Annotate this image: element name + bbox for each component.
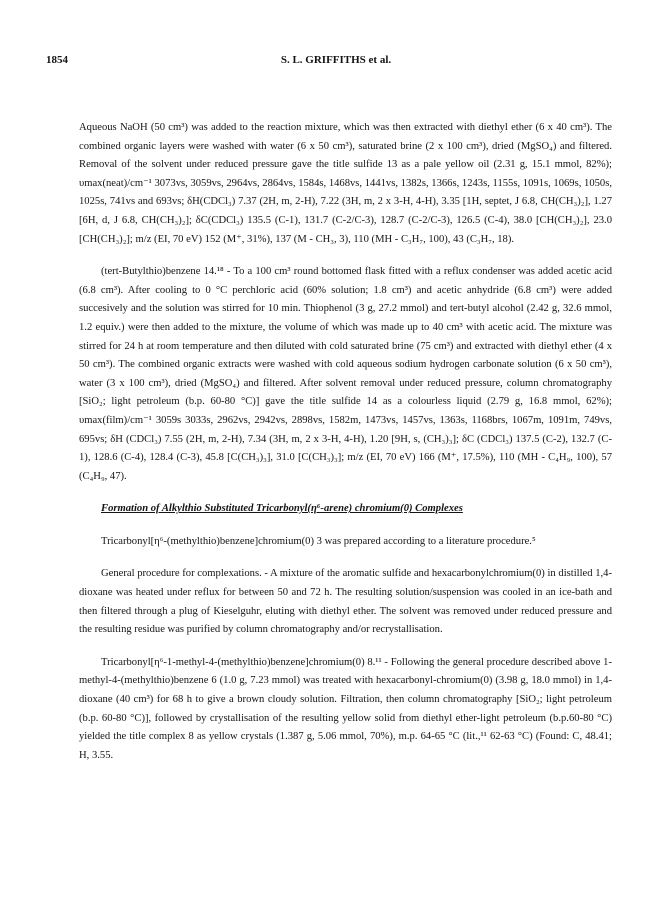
page-number: 1854 <box>46 54 68 66</box>
paragraph-tert-butylthio-benzene: (tert-Butylthio)benzene 14.¹⁸ - To a 100 cm³ round bottomed flask fitted with a reflux condenser was added acetic acid (6.8 cm³). After cooling to 0 °C perchloric acid (60% solution; 1.8 cm³) and acetic anhydride (6.8 cm³) were added succesively and the solution was stirred for 10 min. Thiophenol (3 g, 27.2 mmol) and tert-butyl alcohol (2.42 g, 32.6 mmol, 1.2 equiv.) were then added to the mixture, the volume of which was made up to 40 cm³ with acetic acid. The mixture was stirred for 24 h at room temperature and then diluted with cold saturated brine (75 cm³) and extracted with diethyl ether (4 x 50 cm³). The combined organic extracts were washed with cold aqueous sodium hydrogen carbonate solution (6 x 50 cm³), water (3 x 100 cm³), dried (MgSO₄) and filtered. After solvent removal under reduced pressure, column chromatography [SiO₂; light petroleum (b.p. 60-80 °C)] gave the title sulfide 14 as a colourless liquid (2.79 g, 16.8 mmol, 62%); υmax(film)/cm⁻¹ 3059s 3033s, 2962vs, 2942vs, 2898vs, 1582m, 1473vs, 1457vs, 1363s, 1168brs, 1067m, 1091m, 749vs, 695vs; δH (CDCl₃) 7.55 (2H, m, 2-H), 7.34 (3H, m, 2 x 3-H, 4-H), 1.20 [9H, s, (CH₃)₃]; δC (CDCl₃) 137.5 (C-2), 132.7 (C-1), 128.6 (C-4), 128.4 (C-3), 45.8 [C(CH₃)₃], 31.0 [C(CH₃)₃]; m/z (EI, 70 eV) 166 (M⁺, 17.5%), 110 (MH - C₄H₉, 100), 57 (C₄H₉, 47). <box>79 266 612 482</box>
paragraph-general-procedure: General procedure for complexations. - A mixture of the aromatic sulfide and hexacarbonylchromium(0) in distilled 1,4-dioxane was heated under reflux for between 50 and 72 h. The resulting solution/suspension was cooled in an ice-bath and then filtered through a plug of Kieselguhr, eluting with diethyl ether. The solvent was removed under reduced pressure and the resulting residue was purified by column chromatography and/or recrystallisation. <box>79 568 612 636</box>
article-body <box>79 119 612 779</box>
paragraph-complex-8: Tricarbonyl[η⁶-1-methyl-4-(methylthio)benzene]chromium(0) 8.¹¹ - Following the general procedure described above 1-methyl-4-(methylthio)benzene 6 (1.0 g, 7.23 mmol) was treated with hexacarbonyl-chromium(0) (3.98 g, 18.0 mmol) in 1,4-dioxane (40 cm³) for 68 h to give a brown cloudy solution. Filtration, then column chromatography [SiO₂; light petroleum (b.p. 60-80 °C)], followed by crystallisation of the resulting yellow solid from diethyl ether-light petroleum (b.p.60-80 °C) yielded the title complex 8 as yellow crystals (1.387 g, 5.06 mmol, 70%), m.p. 64-65 °C (lit.,¹¹ 62-63 °C) (Found: C, 48.41; H, 3.55. <box>79 656 612 761</box>
running-header <box>46 54 626 70</box>
section-heading-complex-formation: Formation of Alkylthio Substituted Tricarbonyl(η⁶-arene) chromium(0) Complexes <box>101 503 463 515</box>
running-authors: S. L. GRIFFITHS et al. <box>280 54 392 66</box>
paragraph-complex-3: Tricarbonyl[η⁶-(methylthio)benzene]chromium(0) 3 was prepared according to a literature procedure.⁵ <box>101 535 536 547</box>
paragraph-sulfide-13-workup: Aqueous NaOH (50 cm³) was added to the reaction mixture, which was then extracted with diethyl ether (6 x 40 cm³). The combined organic layers were washed with water (6 x 50 cm³), saturated brine (2 x 100 cm³), dried (MgSO₄) and filtered. Removal of the solvent under reduced pressure gave the title sulfide 13 as a pale yellow oil (2.31 g, 15.1 mmol, 82%); υmax(neat)/cm⁻¹ 3073vs, 3059vs, 2964vs, 2864vs, 1584s, 1468vs, 1441vs, 1382s, 1366s, 1243s, 1155s, 1091s, 1069s, 1050s, 1025s, 741vs and 693vs; δH(CDCl₃) 7.37 (2H, m, 2-H), 7.22 (3H, m, 2 x 3-H, 4-H), 3.35 [1H, septet, J 6.8, CH(CH₃)₂], 1.27 [6H, d, J 6.8, CH(CH₃)₂]; δC(CDCl₃) 135.5 (C-1), 131.7 (C-2/C-3), 128.7 (C-2/C-3), 126.5 (C-4), 38.0 [CH(CH₃)₂], 23.0 [CH(CH₃)₂]; m/z (EI, 70 eV) 152 (M⁺, 31%), 137 (M - CH₃, 3), 110 (MH - C₃H₇, 100), 43 (C₃H₇, 18). <box>79 122 612 245</box>
